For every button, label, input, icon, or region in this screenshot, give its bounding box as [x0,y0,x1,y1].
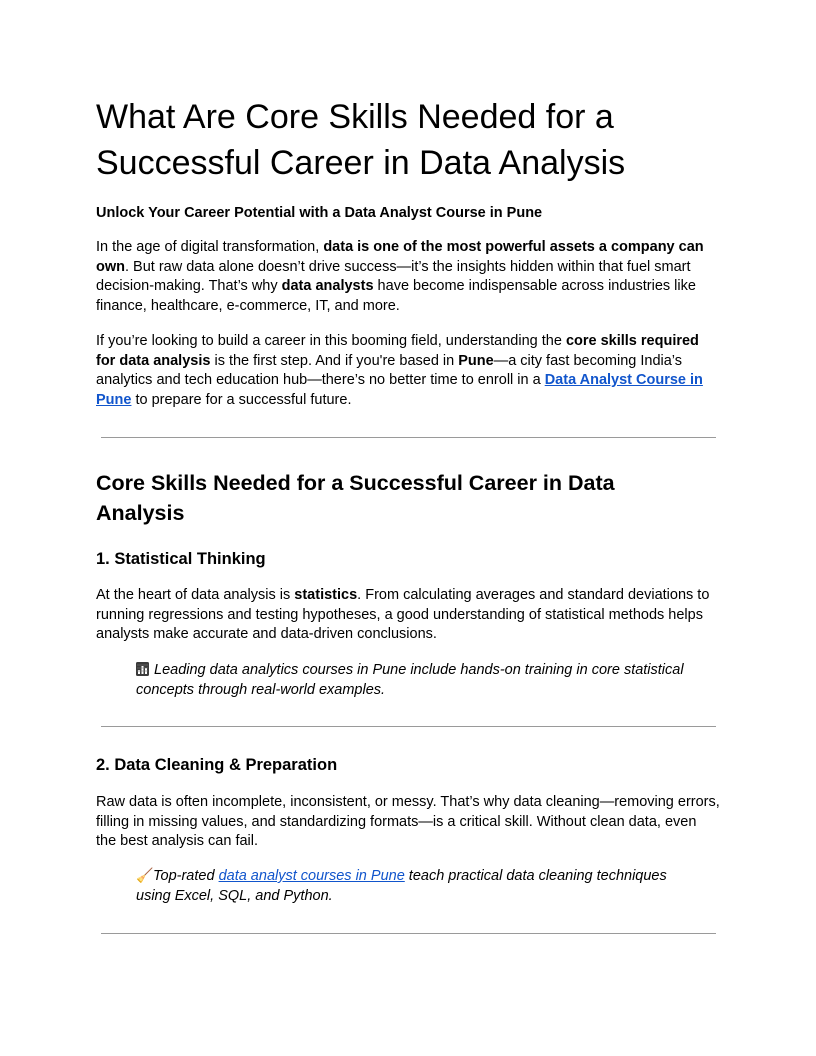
bar-chart-icon [136,662,149,676]
broom-icon: 🧹 [136,868,154,884]
divider [101,933,716,934]
intro-paragraph-1: In the age of digital transformation, data is one of the most powerful assets a company can own. But raw data alone doesn’t drive success—it’s the insights hidden within that fuel smart decision-making. That’s why data analysts have become indispensable across industries like finance, healthcare, e-commerce, IT, and more. [96,239,704,314]
data-analyst-course-link[interactable]: Data Analyst Course in Pune [96,372,703,408]
divider [101,437,716,438]
divider [101,726,716,727]
skill-paragraph-statistics: At the heart of data analysis is statistics. From calculating averages and standard deviations to running regressions and testing hypotheses, a good understanding of statistical methods helps analysts make accurate and data-driven conclusions. [96,587,710,642]
skill-heading-data-cleaning: 2. Data Cleaning & Preparation [96,756,338,774]
subtitle: Unlock Your Career Potential with a Data Analyst Course in Pune [96,205,543,221]
skill-heading-statistical-thinking: 1. Statistical Thinking [96,550,266,568]
data-analyst-courses-link[interactable]: data analyst courses in Pune [218,868,405,884]
document-title: What Are Core Skills Needed for a Successful Career in Data Analysis [96,98,626,182]
skill-note-data-cleaning: 🧹Top-rated data analyst courses in Pune teach practical data cleaning techniques using Excel, SQL, and Python. [136,868,667,904]
skill-paragraph-data-cleaning: Raw data is often incomplete, inconsistent, or messy. That’s why data cleaning—removing errors, filling in missing values, and standardizing formats—is a critical skill. Without clean data, even the best analysis can fail. [96,794,720,849]
skill-note-statistics: Leading data analytics courses in Pune include hands-on training in core statistical concepts through real-world examples. [136,662,684,698]
intro-paragraph-2: If you’re looking to build a career in this booming field, understanding the core skills required for data analysis is the first step. And if you're based in Pune—a city fast becoming India’s analytics and tech education hub—there’s no better time to enroll in a Data Analyst Course in Pune to prepare for a successful future. [96,333,703,408]
section-heading: Core Skills Needed for a Successful Career in Data Analysis [96,471,615,525]
